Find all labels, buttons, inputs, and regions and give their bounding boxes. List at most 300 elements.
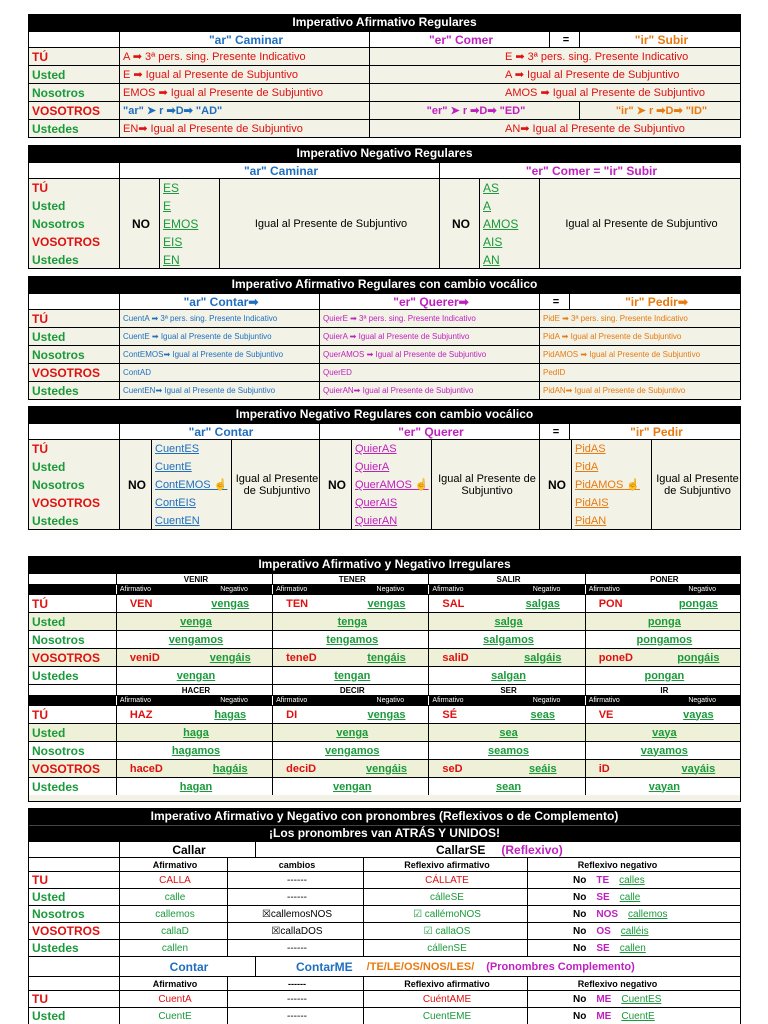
callarse-header: CallarSE [436, 842, 486, 857]
verb-cell [428, 649, 584, 666]
afirm-label: Afirmativo [588, 697, 620, 704]
ending: EMOS [163, 217, 199, 231]
verb-cell: tenga [272, 613, 428, 630]
col-header: Reflexivo afirmativo [363, 977, 527, 990]
verb-cell: ponga [585, 613, 740, 630]
person-column [29, 440, 119, 529]
equals-sign: = [549, 32, 579, 47]
change-cell: ------ [227, 889, 363, 905]
verb-names [29, 573, 740, 584]
verb-cell: venga [116, 613, 272, 630]
person-label: Usted [32, 725, 66, 740]
ar-cell: CuentA ➡ 3ª pers. sing. Presente Indicativo [119, 310, 319, 327]
verb-cell: tengan [272, 667, 428, 684]
ar-header: "ar" Caminar [119, 32, 369, 47]
note: Igual al Presente de Subjuntivo [231, 440, 319, 529]
verb-form: PidAN [575, 515, 607, 527]
neg-verb: callemos [628, 908, 668, 920]
verb-form: CuentE [155, 461, 192, 473]
neg-cell [527, 872, 704, 888]
col-header: Afirmativo [119, 858, 227, 871]
table-title: Imperativo Negativo Regulares [29, 146, 740, 162]
afirm-form: PON [598, 597, 623, 610]
person-label: Ustedes [32, 514, 79, 528]
neg-label: Negativo [376, 697, 405, 704]
afirm-form: SÉ [442, 708, 458, 721]
person-label: Nosotros [32, 85, 85, 100]
neg-form: vengas [211, 597, 250, 610]
person-label: TÚ [32, 49, 48, 64]
afirm-cell: CuentE [119, 1008, 227, 1024]
table-row [29, 47, 740, 65]
er-cell: AMOS ➡ Igual al Presente de Subjuntivo [369, 84, 740, 101]
table-irregulares [28, 556, 741, 802]
person-label: Usted [32, 890, 66, 904]
ar-header: "ar" Caminar [119, 163, 439, 178]
neg-form: hagáis [212, 762, 248, 775]
afirm-cell: callaD [119, 923, 227, 939]
col-header: Afirmativo [119, 977, 227, 990]
ar-cell: ContEMOS➡ Igual al Presente de Subjuntivo [119, 346, 319, 363]
er-cell: QuerAMOS ➡ Igual al Presente de Subjuntivo [319, 346, 539, 363]
afirm-cell: callemos [119, 906, 227, 922]
neg-form: vengáis [209, 651, 251, 664]
subhead [585, 585, 740, 594]
er-cell: QuierAN➡ Igual al Presente de Subjuntivo [319, 382, 539, 399]
verb-form: QuerAIS [355, 497, 398, 509]
ir-cell: "ir" ➤ r ➡D➡ "ID" [579, 102, 740, 119]
verb-form: ContEMOS ☝ [155, 479, 228, 491]
verb-cell: sea [428, 724, 584, 741]
verb-name: PONER [585, 574, 740, 584]
table-title: Imperativo Afirmativo Regulares [29, 15, 740, 31]
ending: AN [483, 253, 500, 267]
col-header: Reflexivo negativo [527, 858, 704, 871]
ar-cell: ContAD [119, 364, 319, 381]
subheads [29, 584, 740, 594]
person-label: Nosotros [32, 632, 85, 647]
afirm-cell: calle [119, 889, 227, 905]
neg-verb: calle [619, 891, 641, 903]
ar-header: "ar" Contar [119, 424, 319, 439]
table-row [29, 723, 740, 741]
person-label: Usted [32, 1009, 66, 1023]
person-label: Nosotros [32, 743, 85, 758]
ir-cell: PidE ➡ 3ª pers. sing. Presente Indicativo [539, 310, 740, 327]
table-negativo-regulares [28, 145, 741, 269]
ir-cell: PidAN➡ Igual al Presente de Subjuntivo [539, 382, 740, 399]
verb-cell [116, 706, 272, 723]
no-word: No [573, 1010, 587, 1022]
ar-cell: EN➡ Igual al Presente de Subjuntivo [119, 120, 369, 137]
neg-label: Negativo [688, 697, 716, 704]
forms-column [571, 440, 651, 529]
no-word: No [573, 942, 587, 954]
change-cell: ☒callaDOS [227, 923, 363, 939]
table-row [29, 327, 740, 345]
blank [29, 957, 119, 976]
table-row [29, 705, 740, 723]
col-header: Reflexivo afirmativo [363, 858, 527, 871]
person-label: VOSOTROS [32, 496, 101, 510]
person-label: VOSOTROS [32, 924, 101, 938]
verb-cell: salga [428, 613, 584, 630]
person-label: Usted [32, 67, 66, 82]
no-label: NO [539, 440, 571, 529]
blank [29, 977, 119, 990]
note: Igual al Presente de Subjuntivo [539, 179, 740, 268]
blank [29, 574, 116, 584]
table-row [29, 381, 740, 399]
verb-cell [272, 595, 428, 612]
pronoun: OS [596, 925, 611, 937]
neg-verb: CuentE [621, 1010, 655, 1022]
verb-cell: seamos [428, 742, 584, 759]
change-cell: ------ [227, 1008, 363, 1024]
er-cell: "er" ➤ r ➡D➡ "ED" [369, 102, 579, 119]
table-row [29, 594, 740, 612]
verb-name: VENIR [116, 574, 272, 584]
verb-form: PidA [575, 461, 599, 473]
verb-cell: vayan [585, 778, 740, 795]
table-title: Imperativo Afirmativo y Negativo Irregulares [29, 557, 740, 573]
afirm-cell: CuentA [119, 991, 227, 1007]
verb-names [29, 684, 740, 695]
no-word: No [573, 874, 587, 886]
afirm-form: seD [442, 762, 463, 775]
neg-form: vayas [683, 708, 714, 721]
refl-cell: ☑ callémoNOS [363, 906, 527, 922]
er-header: "er" Comer [369, 32, 549, 47]
person-label: Ustedes [32, 668, 79, 683]
table-row [29, 741, 740, 759]
neg-verb: calléis [620, 925, 649, 937]
no-word: No [573, 908, 587, 920]
verb-name: SALIR [428, 574, 584, 584]
verb-cell: pongan [585, 667, 740, 684]
neg-cell [527, 906, 704, 922]
verb-cell [272, 760, 428, 777]
pronoun: ME [596, 1010, 612, 1022]
blank [29, 163, 119, 178]
no-word: No [573, 891, 587, 903]
table-row [29, 119, 740, 137]
verb-form: PidAIS [575, 497, 609, 509]
refl-cell: cállenSE [363, 940, 527, 956]
person-label: TÚ [32, 442, 48, 456]
table-row [29, 666, 740, 684]
ar-cell: "ar" ➤ r ➡D➡ "AD" [119, 102, 369, 119]
ir-cell: PidAMOS ➡ Igual al Presente de Subjuntivo [539, 346, 740, 363]
afirm-form: poneD [598, 651, 633, 664]
neg-label: Negativo [220, 586, 248, 593]
verb-cell: venga [272, 724, 428, 741]
verb-cell [585, 649, 740, 666]
verb-form: CuentEN [155, 515, 200, 527]
subhead [272, 585, 428, 594]
contar-header: Contar [119, 957, 255, 976]
table-row [29, 309, 740, 327]
person-label: Ustedes [32, 941, 79, 955]
pronoun: SE [596, 891, 610, 903]
verb-cell [116, 760, 272, 777]
person-label: TU [32, 992, 48, 1006]
pronoun: SE [596, 942, 610, 954]
verb-name: DECIR [272, 685, 428, 695]
verb-form: QuerAMOS ☝ [355, 479, 429, 491]
refl-cell: ☑ callaOS [363, 923, 527, 939]
blank [29, 858, 119, 871]
verb-cell: hagamos [116, 742, 272, 759]
afirm-form: saliD [442, 651, 469, 664]
neg-verb: calles [619, 874, 645, 886]
refl-cell: CuéntAME [363, 991, 527, 1007]
pronoun-list: /TE/LE/OS/NOS/LES/ [366, 960, 475, 973]
verb-cell [116, 595, 272, 612]
table-row [29, 1007, 740, 1024]
afirm-form: HAZ [129, 708, 153, 721]
afirm-form: VEN [129, 597, 153, 610]
refl-cell: CuentEME [363, 1008, 527, 1024]
person-label: Usted [32, 199, 66, 213]
complemento-label: (Pronombres Complemento) [486, 960, 635, 973]
blank [29, 696, 116, 705]
verb-form: PidAMOS ☝ [575, 479, 641, 491]
person-label: Ustedes [32, 779, 79, 794]
ir-cell: PedID [539, 364, 740, 381]
neg-form: seáis [529, 762, 557, 775]
verb-cell: vaya [585, 724, 740, 741]
blank [29, 585, 116, 594]
ar-cell: A ➡ 3ª pers. sing. Presente Indicativo [119, 48, 369, 65]
forms-column [151, 440, 231, 529]
subtitle: ¡Los pronombres van ATRÁS Y UNIDOS! [29, 825, 740, 841]
table-row [29, 345, 740, 363]
neg-form: vengáis [366, 762, 407, 775]
verb-name: SER [428, 685, 584, 695]
reflexivo-label: (Reflexivo) [501, 842, 563, 857]
neg-form: vayáis [681, 762, 716, 775]
verb-cell: pongamos [585, 631, 740, 648]
afirm-cell: callen [119, 940, 227, 956]
verb-cell [428, 706, 584, 723]
table-title: Imperativo Afirmativo y Negativo con pronombres (Reflexivos o de Complemento) [29, 809, 740, 825]
verb-cell [272, 706, 428, 723]
blank [29, 32, 119, 47]
verb-cell: haga [116, 724, 272, 741]
neg-label: Negativo [220, 697, 248, 704]
ending: EN [163, 253, 180, 267]
verb-cell [272, 649, 428, 666]
verb-cell: sean [428, 778, 584, 795]
person-label: TU [32, 873, 48, 887]
ending: AMOS [483, 217, 519, 231]
subhead [116, 585, 272, 594]
verb-cell: vengan [272, 778, 428, 795]
col-header: cambios [227, 858, 363, 871]
ending: E [163, 199, 172, 213]
ar-cell: E ➡ Igual al Presente de Subjuntivo [119, 66, 369, 83]
person-label: VOSOTROS [32, 103, 101, 118]
person-label: Nosotros [32, 217, 85, 231]
person-label: Usted [32, 614, 66, 629]
verb-form: QuierAS [355, 443, 397, 455]
person-label: VOSOTROS [32, 761, 101, 776]
verb-name: HACER [116, 685, 272, 695]
er-cell: QuerED [319, 364, 539, 381]
afirm-form: haceD [129, 762, 163, 775]
er-cell: A ➡ Igual al Presente de Subjuntivo [369, 66, 740, 83]
table-pronombres [28, 808, 741, 1024]
ending: AS [483, 181, 500, 195]
person-label: Ustedes [32, 383, 79, 398]
verb-cell [116, 649, 272, 666]
neg-cell [527, 991, 704, 1007]
equals-sign: = [539, 424, 569, 439]
person-label: VOSOTROS [32, 650, 101, 665]
person-label: Nosotros [32, 478, 85, 492]
verb-cell [585, 706, 740, 723]
neg-form: hagas [214, 708, 247, 721]
verb-form: QuierA [355, 461, 390, 473]
col-header: ------ [227, 977, 363, 990]
table-row [29, 83, 740, 101]
table-afirmativo-cambio-vocalico [28, 276, 741, 400]
person-label: Nosotros [32, 347, 85, 362]
neg-label: Negativo [688, 586, 716, 593]
change-cell: ☒callemosNOS [227, 906, 363, 922]
afirm-form: TEN [286, 597, 309, 610]
pronoun: ME [596, 993, 612, 1005]
contarme-header: ContarME [296, 959, 353, 974]
note: Igual al Presente de Subjuntivo [651, 440, 740, 529]
column-headers [29, 976, 740, 990]
person-label: Nosotros [32, 907, 85, 921]
blank [29, 294, 119, 309]
ir-cell: PidA ➡ Igual al Presente de Subjuntivo [539, 328, 740, 345]
neg-form: vengas [367, 597, 406, 610]
note: Igual al Presente de Subjuntivo [219, 179, 439, 268]
no-label: NO [119, 440, 151, 529]
er-cell: AN➡ Igual al Presente de Subjuntivo [369, 120, 740, 137]
ar-cell: CuentEN➡ Igual al Presente de Subjuntivo [119, 382, 319, 399]
no-word: No [573, 993, 587, 1005]
ar-cell: EMOS ➡ Igual al Presente de Subjuntivo [119, 84, 369, 101]
verb-cell: vengan [116, 667, 272, 684]
col-header: Reflexivo negativo [527, 977, 704, 990]
neg-form: tengáis [367, 651, 406, 664]
er-header: "er" Querer➡ [319, 294, 539, 309]
neg-form: pongáis [677, 651, 720, 664]
change-cell: ------ [227, 991, 363, 1007]
ir-header: "ir" Pedir➡ [569, 294, 740, 309]
neg-cell [527, 940, 704, 956]
subheads [29, 695, 740, 705]
afirm-label: Afirmativo [119, 586, 151, 593]
person-label: TÚ [32, 707, 48, 722]
refl-cell: cálleSE [363, 889, 527, 905]
afirm-form: teneD [286, 651, 317, 664]
change-cell: ------ [227, 872, 363, 888]
table-row [29, 630, 740, 648]
person-label: Ustedes [32, 121, 79, 136]
person-label: Usted [32, 460, 66, 474]
afirm-label: Afirmativo [432, 586, 464, 593]
column-headers [29, 857, 740, 871]
neg-cell [527, 923, 704, 939]
afirm-cell: CALLA [119, 872, 227, 888]
verb-cell: hagan [116, 778, 272, 795]
neg-cell [527, 889, 704, 905]
verb-name: TENER [272, 574, 428, 584]
verb-cell [585, 760, 740, 777]
no-label: NO [119, 179, 159, 268]
afirm-form: deciD [286, 762, 317, 775]
verb-cell: vengamos [116, 631, 272, 648]
table-title: Imperativo Afirmativo Regulares con cambio vocálico [29, 277, 740, 293]
table-row [29, 65, 740, 83]
blank [29, 842, 119, 857]
verb-form: CuentES [155, 443, 200, 455]
person-label: TÚ [32, 596, 48, 611]
neg-label: Negativo [376, 586, 405, 593]
afirm-label: Afirmativo [276, 586, 308, 593]
blank [29, 685, 116, 695]
afirm-form: SAL [442, 597, 465, 610]
er-cell: E ➡ 3ª pers. sing. Presente Indicativo [369, 48, 740, 65]
neg-label: Negativo [532, 697, 561, 704]
ending: A [483, 199, 492, 213]
change-cell: ------ [227, 940, 363, 956]
verb-form: PidAS [575, 443, 606, 455]
subhead [428, 696, 584, 705]
neg-form: seas [530, 708, 556, 721]
afirm-label: Afirmativo [432, 697, 464, 704]
person-label: Ustedes [32, 253, 79, 267]
table-row [29, 759, 740, 777]
person-label: Usted [32, 329, 66, 344]
er-cell: QuierE ➡ 3ª pers. sing. Presente Indicativo [319, 310, 539, 327]
table-title: Imperativo Negativo Regulares con cambio vocálico [29, 407, 740, 423]
ending: EIS [163, 235, 183, 249]
neg-verb: callen [619, 942, 646, 954]
verb-cell: salgamos [428, 631, 584, 648]
afirm-label: Afirmativo [588, 586, 620, 593]
note: Igual al Presente de Subjuntivo [431, 440, 539, 529]
ir-header: "ir" Pedir [569, 424, 740, 439]
table-row [29, 905, 740, 922]
ending: ES [163, 181, 180, 195]
verb-cell: tengamos [272, 631, 428, 648]
no-label: NO [439, 179, 479, 268]
no-word: No [573, 925, 587, 937]
table-row [29, 648, 740, 666]
verb-cell [585, 595, 740, 612]
subhead [428, 585, 584, 594]
afirm-form: DI [286, 708, 298, 721]
callar-header: Callar [119, 842, 255, 857]
table-row [29, 888, 740, 905]
person-label: VOSOTROS [32, 235, 101, 249]
neg-verb: CuentES [621, 993, 662, 1005]
afirm-form: iD [598, 762, 610, 775]
blank [29, 424, 119, 439]
pronoun: NOS [596, 908, 619, 920]
refl-cell: CÁLLATE [363, 872, 527, 888]
er-ir-header: "er" Comer = "ir" Subir [439, 163, 740, 178]
verb-form: ContEIS [155, 497, 196, 509]
afirm-label: Afirmativo [119, 697, 151, 704]
